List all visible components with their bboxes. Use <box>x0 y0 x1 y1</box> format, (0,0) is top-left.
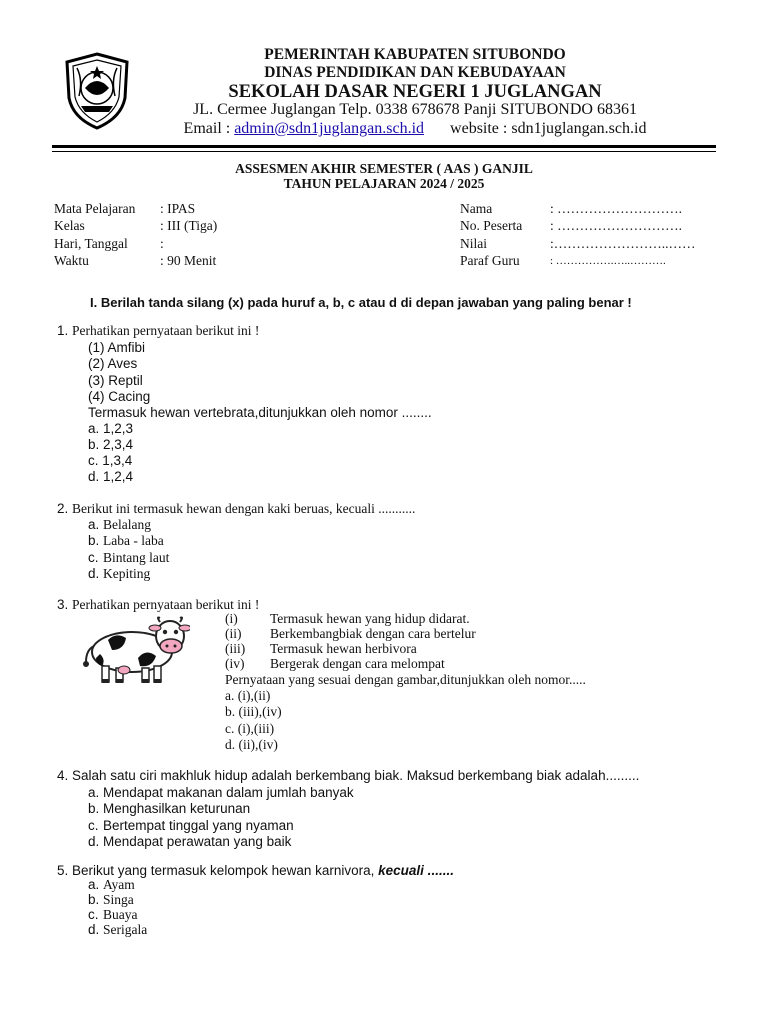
q3-statement: Berkembangbiak dengan cara bertelur <box>270 626 476 641</box>
participant-no-field[interactable]: : ………………………. <box>550 218 683 233</box>
q3-option-d[interactable]: d. (ii),(iv) <box>225 737 278 752</box>
q4-option-letter: a. <box>88 785 100 800</box>
q3-option-c[interactable]: c. (i),(iii) <box>225 721 275 736</box>
q4-option-c[interactable]: Bertempat tinggal yang nyaman <box>103 818 294 833</box>
question-number: 1. <box>57 323 69 338</box>
question-1-text: Perhatikan pernyataan berikut ini ! <box>72 323 260 338</box>
email-label: Email : <box>183 120 235 137</box>
info-value-date: : <box>160 236 164 251</box>
q5-option-d[interactable]: Serigala <box>103 922 148 937</box>
question-3-text: Perhatikan pernyataan berikut ini ! <box>72 597 260 612</box>
q3-statement-no: (i) <box>225 611 238 626</box>
q2-option-c[interactable]: Bintang laut <box>103 550 170 565</box>
q4-option-d[interactable]: Mendapat perawatan yang baik <box>103 834 292 849</box>
question-number: 3. <box>57 597 69 612</box>
info-label-class: Kelas <box>54 218 85 233</box>
website-text: website : sdn1juglangan.sch.id <box>450 120 647 137</box>
q5-text-emphasis: kecuali ....... <box>378 863 454 878</box>
academic-year: TAHUN PELAJARAN 2024 / 2025 <box>283 176 485 191</box>
q3-statement-no: (iv) <box>225 656 245 671</box>
q1-item: (4) Cacing <box>88 389 151 404</box>
question-4-text: Salah satu ciri makhluk hidup adalah berkembang biak. Maksud berkembang biak adalah......... <box>72 768 640 783</box>
q1-item: (2) Aves <box>88 356 138 371</box>
question-5-text <box>72 863 454 878</box>
question-number: 2. <box>57 501 69 516</box>
info-label-name: Nama <box>460 201 493 216</box>
q5-option-c[interactable]: Buaya <box>103 907 138 922</box>
q3-statement-no: (ii) <box>225 626 242 641</box>
q2-option-a[interactable]: Belalang <box>103 517 151 532</box>
email-link[interactable]: admin@sdn1juglangan.sch.id <box>234 120 425 137</box>
q1-item: (1) Amfibi <box>88 340 146 355</box>
header-divider-thick <box>52 145 716 148</box>
q1-item: (3) Reptil <box>88 373 143 388</box>
name-field[interactable]: : ………………………. <box>550 201 683 216</box>
q2-option-b[interactable]: Laba - laba <box>103 533 164 548</box>
q4-option-letter: d. <box>88 834 100 849</box>
department-name: DINAS PENDIDIKAN DAN KEBUDAYAAN <box>264 64 566 81</box>
info-label-score: Nilai <box>460 236 487 251</box>
q4-option-letter: b. <box>88 801 100 816</box>
header-divider-thin <box>52 151 716 152</box>
q1-prompt: Termasuk hewan vertebrata,ditunjukkan oleh nomor ........ <box>88 405 432 420</box>
info-label-date: Hari, Tanggal <box>54 236 128 251</box>
q5-option-letter: b. <box>88 892 100 907</box>
q5-option-b[interactable]: Singa <box>103 892 134 907</box>
q5-option-letter: a. <box>88 877 100 892</box>
q1-option-d[interactable]: d. 1,2,4 <box>88 469 134 484</box>
q4-option-letter: c. <box>88 818 99 833</box>
info-label-participant-no: No. Peserta <box>460 218 523 233</box>
q2-option-letter: c. <box>88 550 99 565</box>
q1-option-a[interactable]: a. 1,2,3 <box>88 421 134 436</box>
q4-option-b[interactable]: Menghasilkan keturunan <box>103 801 251 816</box>
q5-option-a[interactable]: Ayam <box>103 877 135 892</box>
q3-statement: Termasuk hewan herbivora <box>270 641 417 656</box>
q5-option-letter: c. <box>88 907 99 922</box>
school-name: SEKOLAH DASAR NEGERI 1 JUGLANGAN <box>228 82 602 102</box>
q4-option-a[interactable]: Mendapat makanan dalam jumlah banyak <box>103 785 354 800</box>
q3-option-b[interactable]: b. (iii),(iv) <box>225 704 282 719</box>
info-value-class: : III (Tiga) <box>160 218 218 233</box>
q1-option-b[interactable]: b. 2,3,4 <box>88 437 134 452</box>
question-number: 5. <box>57 863 69 878</box>
q1-option-c[interactable]: c. 1,3,4 <box>88 453 133 468</box>
info-label-time: Waktu <box>54 253 89 268</box>
question-2-text: Berikut ini termasuk hewan dengan kaki beruas, kecuali ........... <box>72 501 416 516</box>
info-value-subject: : IPAS <box>160 201 196 216</box>
contact-line <box>110 120 720 138</box>
question-number: 4. <box>57 768 69 783</box>
q3-prompt: Pernyataan yang sesuai dengan gambar,ditunjukkan oleh nomor..... <box>225 672 586 687</box>
q3-option-a[interactable]: a. (i),(ii) <box>225 688 271 703</box>
exam-title: ASSESMEN AKHIR SEMESTER ( AAS ) GANJIL <box>235 161 533 176</box>
q2-option-letter: a. <box>88 517 100 532</box>
q2-option-letter: b. <box>88 533 100 548</box>
score-field[interactable]: :……………………..…… <box>550 236 696 251</box>
q5-text-main: Berikut yang termasuk kelompok hewan karnivora, <box>72 863 379 878</box>
q2-option-d[interactable]: Kepiting <box>103 566 151 581</box>
section-instruction: I. Berilah tanda silang (x) pada huruf a, b, c atau d di depan jawaban yang paling benar ! <box>90 295 632 310</box>
info-value-time: : 90 Menit <box>160 253 217 268</box>
q3-statement-no: (iii) <box>225 641 246 656</box>
q5-option-letter: d. <box>88 922 100 937</box>
q3-statement: Bergerak dengan cara melompat <box>270 656 445 671</box>
teacher-sign-field[interactable]: : …………….…..………. <box>550 255 666 267</box>
government-name: PEMERINTAH KABUPATEN SITUBONDO <box>264 46 566 63</box>
info-label-teacher-sign: Paraf Guru <box>460 253 520 268</box>
info-label-subject: Mata Pelajaran <box>54 201 136 216</box>
school-address: JL. Cermee Juglangan Telp. 0338 678678 Panji SITUBONDO 68361 <box>193 101 637 118</box>
q3-statement: Termasuk hewan yang hidup didarat. <box>270 611 470 626</box>
cow-illustration <box>80 614 190 686</box>
q2-option-letter: d. <box>88 566 100 581</box>
